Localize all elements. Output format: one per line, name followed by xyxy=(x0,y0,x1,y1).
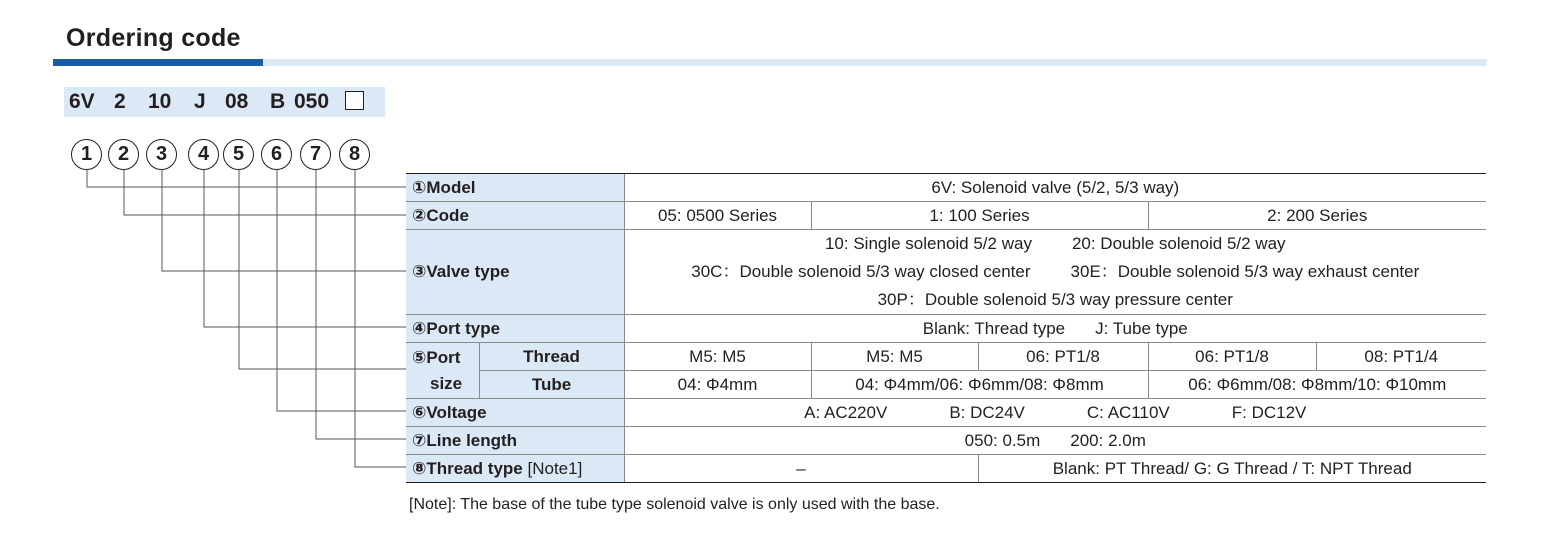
thread-type-note-ref: [Note1] xyxy=(527,458,583,478)
code-part-valve-type: 10 xyxy=(148,90,172,113)
sub-label-tube: Tube xyxy=(479,371,624,399)
code-part-port-type: J xyxy=(194,90,206,113)
table-row-port-size-tube xyxy=(406,371,1486,399)
table-row-voltage xyxy=(406,399,1486,427)
position-marker-8: 8 xyxy=(339,139,370,170)
row-label-port-size xyxy=(406,343,479,399)
line-length-option: 200: 2.0m xyxy=(1070,430,1146,450)
position-marker-2: 2 xyxy=(108,139,139,170)
table-row-thread-type xyxy=(406,455,1486,483)
thread-value: 06: PT1/8 xyxy=(1148,343,1316,371)
voltage-option: A: AC220V xyxy=(804,402,888,422)
voltage-option: C: AC110V xyxy=(1086,402,1170,422)
port-type-option: Blank: Thread type xyxy=(922,318,1066,338)
row-label-port-type: ④Port type xyxy=(406,315,624,343)
position-marker-7: 7 xyxy=(300,139,331,170)
tube-value: 06: Φ6mm/08: Φ8mm/10: Φ10mm xyxy=(1148,371,1486,399)
row-label-code: ②Code xyxy=(406,202,624,230)
thread-value: 06: PT1/8 xyxy=(978,343,1148,371)
table-row-model xyxy=(406,174,1486,202)
port-size-label-bottom: size xyxy=(430,373,463,393)
thread-value: M5: M5 xyxy=(624,343,811,371)
code-part-code: 2 xyxy=(114,90,126,113)
valve-type-option: 10: Single solenoid 5/2 way xyxy=(824,234,1032,253)
position-marker-5: 5 xyxy=(223,139,254,170)
model-value: 6V: Solenoid valve (5/2, 5/3 way) xyxy=(624,174,1486,202)
thread-type-value: Blank: PT Thread/ G: G Thread / T: NPT Thread xyxy=(978,455,1486,483)
valve-type-option: 30P：Double solenoid 5/3 way pressure center xyxy=(877,290,1233,309)
table-row-port-size-thread xyxy=(406,343,1486,371)
table-row-line-length xyxy=(406,427,1486,455)
code-part-line-length: 050 xyxy=(294,90,330,113)
row-label-line-length: ⑦Line length xyxy=(406,427,624,455)
row-label-valve-type: ③Valve type xyxy=(406,230,624,315)
position-marker-3: 3 xyxy=(146,139,177,170)
tube-value: 04: Φ4mm xyxy=(624,371,811,399)
line-length-option: 050: 0.5m xyxy=(964,430,1041,450)
valve-type-values xyxy=(624,230,1486,315)
ordering-code-table xyxy=(406,173,1486,483)
voltage-values xyxy=(624,399,1486,427)
code-part-series: 6V xyxy=(69,90,95,113)
line-length-values xyxy=(624,427,1486,455)
position-marker-1: 1 xyxy=(71,139,102,170)
table-row-code xyxy=(406,202,1486,230)
table-row-valve-type xyxy=(406,230,1486,315)
table-row-port-type xyxy=(406,315,1486,343)
row-label-thread-type xyxy=(406,455,624,483)
thread-value: M5: M5 xyxy=(811,343,978,371)
voltage-option: F: DC12V xyxy=(1231,402,1307,422)
tube-value: 04: Φ4mm/06: Φ6mm/08: Φ8mm xyxy=(811,371,1148,399)
port-size-label-top: ⑤Port xyxy=(412,347,461,367)
voltage-option: B: DC24V xyxy=(949,402,1025,422)
footnote: [Note]: The base of the tube type solenoid valve is only used with the base. xyxy=(409,496,940,513)
thread-type-value: – xyxy=(624,455,978,483)
row-label-voltage: ⑥Voltage xyxy=(406,399,624,427)
row-label-model: ①Model xyxy=(406,174,624,202)
code-part-port-size: 08 xyxy=(225,90,249,113)
code-value: 05: 0500 Series xyxy=(624,202,811,230)
code-value: 2: 200 Series xyxy=(1148,202,1486,230)
position-marker-4: 4 xyxy=(188,139,219,170)
sub-label-thread: Thread xyxy=(479,343,624,371)
valve-type-option: 20: Double solenoid 5/2 way xyxy=(1071,234,1286,253)
port-type-values xyxy=(624,315,1486,343)
section-title: Ordering code xyxy=(66,24,241,52)
port-type-option: J: Tube type xyxy=(1095,318,1188,338)
valve-type-option: 30C：Double solenoid 5/3 way closed center xyxy=(691,262,1031,281)
valve-type-option: 30E：Double solenoid 5/3 way exhaust center xyxy=(1070,262,1420,281)
code-part-voltage: B xyxy=(270,90,286,113)
code-value: 1: 100 Series xyxy=(811,202,1148,230)
position-marker-6: 6 xyxy=(261,139,292,170)
thread-type-label: ⑧Thread type xyxy=(412,458,523,478)
thread-value: 08: PT1/4 xyxy=(1316,343,1486,371)
